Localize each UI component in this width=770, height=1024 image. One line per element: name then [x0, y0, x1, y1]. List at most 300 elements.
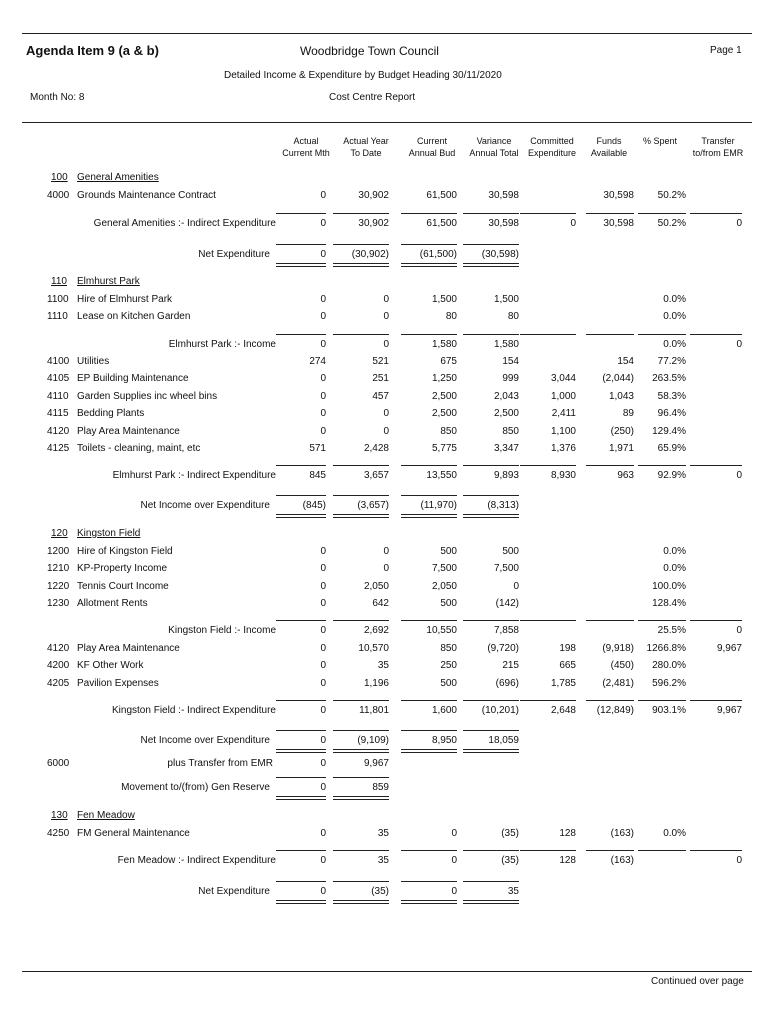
value-cell: 0: [320, 546, 326, 557]
net-top-rule: [276, 495, 326, 496]
value-cell: 3,657: [363, 470, 389, 481]
line-code: 4115: [47, 408, 69, 419]
total-rule: [638, 465, 686, 466]
total-label: Elmhurst Park :- Indirect Expenditure: [112, 470, 276, 481]
net-double-rule: [401, 263, 457, 267]
value-cell: 845: [309, 470, 326, 481]
value-cell: 10,550: [426, 625, 457, 636]
net-double-rule: [463, 749, 519, 753]
net-top-rule: [463, 881, 519, 882]
value-cell: 0: [736, 855, 742, 866]
total-rule: [690, 700, 742, 701]
net-top-rule: [333, 730, 389, 731]
value-cell: 10,570: [358, 643, 389, 654]
total-rule: [463, 620, 519, 621]
value-cell: 2,500: [493, 408, 519, 419]
value-cell: 9,967: [716, 705, 742, 716]
net-label: Net Expenditure: [198, 249, 270, 260]
line-name: Play Area Maintenance: [77, 426, 180, 437]
bottom-rule: [22, 971, 752, 972]
net-double-rule: [463, 900, 519, 904]
value-cell: 2,692: [363, 625, 389, 636]
value-cell: (250): [610, 426, 634, 437]
value-cell: 2,648: [550, 705, 576, 716]
total-rule: [463, 465, 519, 466]
line-name: Tennis Court Income: [77, 581, 169, 592]
value-cell: (12,849): [596, 705, 634, 716]
value-cell: 0: [320, 408, 326, 419]
value-cell: 9,967: [363, 758, 389, 769]
net-label: Net Expenditure: [198, 886, 270, 897]
value-cell: 128: [559, 855, 576, 866]
section-code: 130: [51, 810, 68, 821]
value-cell: 859: [372, 782, 389, 793]
value-cell: 999: [502, 373, 519, 384]
value-cell: 50.2%: [657, 218, 686, 229]
total-rule: [586, 213, 634, 214]
line-name: KF Other Work: [77, 660, 144, 671]
value-cell: 80: [445, 311, 457, 322]
value-cell: 0: [320, 828, 326, 839]
value-cell: 11,801: [359, 705, 389, 716]
net-double-rule: [276, 796, 326, 800]
total-rule: [401, 334, 457, 335]
report-subtitle: Detailed Income & Expenditure by Budget Heading 30/11/2020: [224, 70, 502, 81]
net-double-rule: [401, 749, 457, 753]
value-cell: 457: [372, 391, 389, 402]
value-cell: 0: [320, 190, 326, 201]
value-cell: 0: [320, 660, 326, 671]
net-top-rule: [401, 881, 457, 882]
value-cell: 0.0%: [663, 563, 686, 574]
total-rule: [586, 465, 634, 466]
net-double-rule: [333, 796, 389, 800]
value-cell: 35: [377, 660, 389, 671]
value-cell: 251: [372, 373, 389, 384]
council-name: Woodbridge Town Council: [300, 44, 439, 58]
value-cell: 0: [513, 581, 519, 592]
total-rule: [463, 850, 519, 851]
total-rule: [276, 334, 326, 335]
net-double-rule: [463, 263, 519, 267]
line-name: Allotment Rents: [77, 598, 148, 609]
total-rule: [690, 334, 742, 335]
value-cell: 850: [440, 643, 457, 654]
net-double-rule: [401, 514, 457, 518]
value-cell: 0: [570, 218, 576, 229]
net-top-rule: [276, 244, 326, 245]
value-cell: 129.4%: [652, 426, 686, 437]
line-code: 4105: [47, 373, 70, 384]
total-label: Fen Meadow :- Indirect Expenditure: [117, 855, 276, 866]
header-rule: [22, 122, 752, 123]
value-cell: 7,500: [493, 563, 519, 574]
value-cell: (61,500): [419, 249, 457, 260]
total-rule: [333, 850, 389, 851]
column-header: Transfer to/from EMR: [692, 136, 744, 158]
value-cell: 0: [451, 828, 457, 839]
value-cell: 1,971: [608, 443, 634, 454]
line-name: Lease on Kitchen Garden: [77, 311, 191, 322]
value-cell: 0: [320, 311, 326, 322]
value-cell: 596.2%: [652, 678, 686, 689]
value-cell: 2,050: [431, 581, 457, 592]
net-top-rule: [401, 730, 457, 731]
total-rule: [520, 334, 576, 335]
line-code: 4205: [47, 678, 70, 689]
line-code: 4110: [47, 391, 69, 402]
column-header: % Spent: [642, 136, 678, 146]
value-cell: 1,785: [550, 678, 576, 689]
value-cell: 30,902: [358, 190, 389, 201]
net-top-rule: [333, 244, 389, 245]
line-code: 4120: [47, 426, 70, 437]
value-cell: 61,500: [426, 218, 457, 229]
value-cell: 0: [320, 678, 326, 689]
net-label: Net Income over Expenditure: [140, 500, 270, 511]
value-cell: 8,950: [431, 735, 457, 746]
value-cell: 0: [383, 563, 389, 574]
value-cell: 500: [440, 546, 457, 557]
net-double-rule: [401, 900, 457, 904]
line-name: Garden Supplies inc wheel bins: [77, 391, 218, 402]
line-code: 1200: [47, 546, 70, 557]
value-cell: 89: [622, 408, 634, 419]
value-cell: 1,580: [493, 339, 519, 350]
value-cell: 903.1%: [652, 705, 686, 716]
value-cell: 9,893: [493, 470, 519, 481]
total-rule: [520, 213, 576, 214]
net-double-rule: [276, 514, 326, 518]
value-cell: 2,043: [493, 391, 519, 402]
value-cell: (163): [610, 855, 634, 866]
value-cell: 0: [383, 408, 389, 419]
value-cell: 0: [736, 218, 742, 229]
value-cell: 58.3%: [657, 391, 686, 402]
value-cell: 35: [377, 855, 389, 866]
total-rule: [333, 700, 389, 701]
line-code: 1110: [47, 311, 68, 322]
total-rule: [333, 213, 389, 214]
value-cell: 5,775: [431, 443, 457, 454]
value-cell: (450): [610, 660, 634, 671]
total-rule: [520, 465, 576, 466]
value-cell: (35): [371, 886, 389, 897]
line-code: 4000: [47, 190, 70, 201]
total-rule: [333, 465, 389, 466]
value-cell: 0: [320, 705, 326, 716]
top-rule: [22, 33, 752, 34]
total-rule: [586, 620, 634, 621]
value-cell: 30,598: [603, 218, 634, 229]
value-cell: 215: [502, 660, 519, 671]
value-cell: 154: [502, 356, 519, 367]
value-cell: 35: [507, 886, 519, 897]
value-cell: 30,598: [488, 190, 519, 201]
value-cell: 0: [320, 249, 326, 260]
total-rule: [401, 620, 457, 621]
value-cell: (30,598): [481, 249, 519, 260]
line-name: Utilities: [77, 356, 110, 367]
column-header: Committed Expenditure: [527, 136, 577, 158]
total-rule: [638, 700, 686, 701]
value-cell: 0.0%: [663, 546, 686, 557]
total-label: Elmhurst Park :- Income: [168, 339, 276, 350]
value-cell: 128: [559, 828, 576, 839]
line-name: Hire of Kingston Field: [77, 546, 173, 557]
total-rule: [638, 620, 686, 621]
value-cell: (9,918): [602, 643, 634, 654]
net-top-rule: [463, 730, 519, 731]
net-top-rule: [463, 244, 519, 245]
section-name: Elmhurst Park: [77, 276, 140, 287]
net-double-rule: [333, 263, 389, 267]
line-name: KP-Property Income: [77, 563, 168, 574]
value-cell: 2,428: [363, 443, 389, 454]
total-rule: [690, 850, 742, 851]
value-cell: 1,500: [431, 294, 457, 305]
value-cell: 30,598: [488, 218, 519, 229]
value-cell: 2,500: [431, 408, 457, 419]
value-cell: 0: [383, 311, 389, 322]
total-rule: [276, 465, 326, 466]
line-name: Bedding Plants: [77, 408, 145, 419]
net-top-rule: [333, 881, 389, 882]
net-double-rule: [463, 514, 519, 518]
value-cell: 3,347: [493, 443, 519, 454]
value-cell: 0: [383, 546, 389, 557]
page-number: Page 1: [710, 45, 742, 56]
net-label: Movement to/(from) Gen Reserve: [121, 782, 270, 793]
value-cell: 0: [320, 598, 326, 609]
value-cell: 1,580: [431, 339, 457, 350]
value-cell: 0: [320, 855, 326, 866]
value-cell: 2,050: [363, 581, 389, 592]
continued-note: Continued over page: [651, 976, 744, 987]
value-cell: 198: [559, 643, 576, 654]
value-cell: 0: [320, 581, 326, 592]
value-cell: 1,500: [493, 294, 519, 305]
total-label: General Amenities :- Indirect Expenditure: [93, 218, 276, 229]
value-cell: (10,201): [481, 705, 519, 716]
line-code: 1210: [47, 563, 70, 574]
total-rule: [333, 620, 389, 621]
value-cell: 0.0%: [663, 339, 686, 350]
total-rule: [276, 620, 326, 621]
section-name: General Amenities: [77, 172, 159, 183]
value-cell: 274: [309, 356, 326, 367]
line-name: Grounds Maintenance Contract: [77, 190, 216, 201]
net-top-rule: [401, 244, 457, 245]
value-cell: 0: [320, 391, 326, 402]
value-cell: 0: [320, 218, 326, 229]
value-cell: 35: [377, 828, 389, 839]
value-cell: 0: [383, 294, 389, 305]
value-cell: 77.2%: [657, 356, 686, 367]
total-rule: [401, 850, 457, 851]
total-rule: [638, 334, 686, 335]
total-label: Kingston Field :- Income: [168, 625, 276, 636]
value-cell: 500: [440, 678, 457, 689]
total-label: Kingston Field :- Indirect Expenditure: [112, 705, 276, 716]
line-code: 1100: [47, 294, 69, 305]
value-cell: 850: [440, 426, 457, 437]
net-top-rule: [276, 777, 326, 778]
column-header: Actual Year To Date: [343, 136, 389, 158]
section-code: 100: [51, 172, 68, 183]
net-double-rule: [333, 514, 389, 518]
value-cell: 0: [383, 426, 389, 437]
value-cell: (3,657): [357, 500, 389, 511]
value-cell: 0: [451, 855, 457, 866]
value-cell: 8,930: [550, 470, 576, 481]
value-cell: 7,500: [431, 563, 457, 574]
value-cell: 0: [451, 886, 457, 897]
value-cell: (142): [495, 598, 519, 609]
value-cell: 263.5%: [652, 373, 686, 384]
value-cell: 0: [320, 339, 326, 350]
value-cell: 30,598: [603, 190, 634, 201]
value-cell: 850: [502, 426, 519, 437]
value-cell: (9,109): [357, 735, 389, 746]
value-cell: 0: [320, 373, 326, 384]
total-rule: [520, 620, 576, 621]
value-cell: 571: [309, 443, 326, 454]
line-name: Pavilion Expenses: [77, 678, 159, 689]
net-top-rule: [276, 881, 326, 882]
value-cell: (2,044): [602, 373, 634, 384]
value-cell: 9,967: [716, 643, 742, 654]
line-code: 4100: [47, 356, 70, 367]
value-cell: 30,902: [358, 218, 389, 229]
total-rule: [463, 213, 519, 214]
value-cell: 50.2%: [657, 190, 686, 201]
total-rule: [276, 700, 326, 701]
value-cell: 61,500: [426, 190, 457, 201]
value-cell: 2,411: [551, 408, 576, 419]
value-cell: 1,250: [431, 373, 457, 384]
value-cell: 0: [736, 625, 742, 636]
line-code: 4120: [47, 643, 70, 654]
report-type: Cost Centre Report: [329, 92, 416, 103]
value-cell: 128.4%: [652, 598, 686, 609]
value-cell: 0: [320, 758, 326, 769]
value-cell: 2,500: [431, 391, 457, 402]
total-rule: [463, 334, 519, 335]
value-cell: (11,970): [420, 500, 457, 511]
value-cell: (696): [495, 678, 519, 689]
value-cell: 0: [320, 782, 326, 793]
value-cell: 250: [440, 660, 457, 671]
value-cell: 1,600: [431, 705, 457, 716]
total-rule: [638, 213, 686, 214]
value-cell: 1,196: [363, 678, 389, 689]
net-double-rule: [276, 900, 326, 904]
value-cell: 7,858: [493, 625, 519, 636]
value-cell: 963: [617, 470, 634, 481]
section-name: Kingston Field: [77, 528, 141, 539]
value-cell: 0: [320, 886, 326, 897]
total-rule: [401, 700, 457, 701]
line-code: 4125: [47, 443, 70, 454]
total-rule: [401, 465, 457, 466]
value-cell: 65.9%: [657, 443, 686, 454]
total-rule: [638, 850, 686, 851]
value-cell: (845): [302, 500, 326, 511]
total-rule: [690, 213, 742, 214]
value-cell: 1,376: [550, 443, 576, 454]
value-cell: (35): [501, 828, 519, 839]
total-rule: [520, 850, 576, 851]
value-cell: (35): [501, 855, 519, 866]
value-cell: 0: [320, 426, 326, 437]
value-cell: 280.0%: [652, 660, 686, 671]
net-label: Net Income over Expenditure: [140, 735, 270, 746]
value-cell: 500: [502, 546, 519, 557]
value-cell: 96.4%: [657, 408, 686, 419]
value-cell: 0: [383, 339, 389, 350]
net-top-rule: [401, 495, 457, 496]
net-double-rule: [276, 263, 326, 267]
net-double-rule: [333, 749, 389, 753]
value-cell: 18,059: [488, 735, 519, 746]
value-cell: (9,720): [487, 643, 519, 654]
transfer-label: plus Transfer from EMR: [167, 758, 273, 769]
total-rule: [690, 465, 742, 466]
total-rule: [333, 334, 389, 335]
column-header: Variance Annual Total: [469, 136, 519, 158]
value-cell: 0: [320, 735, 326, 746]
line-code: 6000: [47, 758, 70, 769]
value-cell: 13,550: [426, 470, 457, 481]
net-top-rule: [333, 777, 389, 778]
value-cell: 0: [320, 643, 326, 654]
total-rule: [586, 700, 634, 701]
value-cell: 25.5%: [657, 625, 686, 636]
total-rule: [401, 213, 457, 214]
line-name: FM General Maintenance: [77, 828, 190, 839]
line-name: Play Area Maintenance: [77, 643, 180, 654]
value-cell: 92.9%: [657, 470, 686, 481]
value-cell: 642: [372, 598, 389, 609]
net-double-rule: [276, 749, 326, 753]
value-cell: 0: [320, 625, 326, 636]
total-rule: [520, 700, 576, 701]
total-rule: [586, 850, 634, 851]
value-cell: 100.0%: [652, 581, 686, 592]
value-cell: 0: [320, 563, 326, 574]
value-cell: 1,100: [550, 426, 576, 437]
value-cell: 0.0%: [663, 294, 686, 305]
net-top-rule: [333, 495, 389, 496]
total-rule: [586, 334, 634, 335]
net-top-rule: [463, 495, 519, 496]
value-cell: 1266.8%: [646, 643, 686, 654]
agenda-item-label: Agenda Item 9 (a & b): [26, 43, 159, 58]
value-cell: 675: [440, 356, 457, 367]
value-cell: (163): [610, 828, 634, 839]
column-header: Actual Current Mth: [282, 136, 330, 158]
section-code: 110: [51, 276, 67, 287]
value-cell: 80: [507, 311, 519, 322]
value-cell: 500: [440, 598, 457, 609]
value-cell: 0: [320, 294, 326, 305]
total-rule: [276, 850, 326, 851]
line-code: 1230: [47, 598, 70, 609]
value-cell: 1,000: [550, 391, 576, 402]
value-cell: 665: [559, 660, 576, 671]
total-rule: [463, 700, 519, 701]
